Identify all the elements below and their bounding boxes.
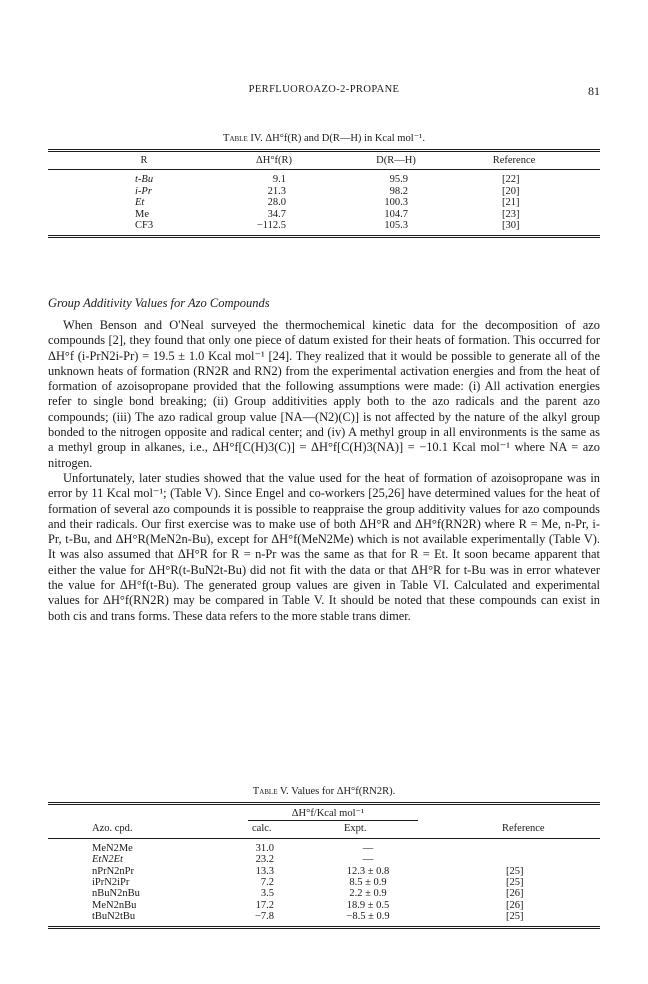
table-4-top-rule [48, 149, 600, 152]
table-5-cell-expt: 8.5 ± 0.9 [349, 876, 387, 888]
table-4-header-row [48, 155, 600, 166]
running-head [0, 84, 648, 100]
table-5-cell-calc: 31.0 [255, 842, 274, 854]
table-5-header-rule [48, 838, 600, 839]
table-row [48, 186, 600, 197]
table-row [48, 197, 600, 208]
table-4-caption-body: ΔH°f(R) and D(R—H) in Kcal mol⁻¹. [265, 133, 425, 144]
table-5-col-calc: calc. [252, 823, 272, 835]
table-row [48, 843, 600, 854]
table-4-cell-dhf: 9.1 [272, 174, 286, 186]
paragraph-1: When Benson and O'Neal surveyed the thermochemical kinetic data for the decomposition of azo compounds [2], they found that only one piece of datum existed for their heats of formation. This occurred for ΔH°f (i-PrN2i-Pr) = 19.5 ± 1.0 Kcal mol⁻¹ [24]. They realized that it would be possible to generate all of the unknown heats of formation (RN2R and RN2) from the experimental activation energies and from the heat of formation of azoisopropane provided that the following assumptions were made: (i) All activation energies refer to single bond breaking; (ii) Group additivities apply both to the azo radicals and the parent azo compounds; (iii) The azo radical group value [NA—(N2)(C)] is not affected by the nature of the alkyl group bonded to the nitrogen opposite and radical center; and (iv) A methyl group in all environments is the same as a methyl group in alkanes, i.e., ΔH°f[C(H)3(C)] = ΔH°f[C(H)3(NA)] = −10.1 Kcal mol⁻¹ where NA = azo nitrogen. [48, 318, 600, 470]
table-5-top-rule [48, 802, 600, 805]
paragraph-2: Unfortunately, later studies showed that the value used for the heat of formation of azoisopropane was in error by 11 Kcal mol⁻¹; (Table V). Since Engel and co-workers [25,26] have determined values for the heat of formation of several azo compounds it is possible to reappraise the group additivity values for azo compounds and their radicals. Our first exercise was to make use of both ΔH°R and ΔH°f(RN2R) where R = Me, n-Pr, i-Pr, t-Bu, and ΔH°R(MeN2n-Bu), except for ΔH°f(MeN2Me) which is not available experimentally (Table V). It was also assumed that ΔH°R for R = n-Pr was the same as that for R = Et. It soon became apparent that either the value for ΔH°R(t-BuN2t-Bu) did not fit with the data or that ΔH°R for t-Bu was in error whatever the value for ΔH°f(t-Bu). The generated group values are given in Table VI. Calculated and experimental values for ΔH°f(RN2R) may be compared in Table V. It should be noted that these compounds can exist in both cis and trans forms. These data refers to the more stable trans dimer. [48, 470, 600, 623]
table-5-cell-calc: 17.2 [255, 899, 274, 911]
table-4-cell-ref: [30] [502, 219, 520, 231]
table-5-cell-cpd: EtN2Et [92, 854, 123, 866]
table-4-cell-ref: [23] [502, 208, 520, 220]
table-5-cell-ref: [25] [506, 865, 524, 877]
table-5-group-header-row [48, 808, 600, 819]
table-5-header [48, 823, 600, 834]
table-row [48, 911, 600, 922]
table-4-body [48, 174, 600, 231]
table-5-caption-body: Values for ΔH°f(RN2R). [291, 786, 396, 797]
table-5-group-rule [248, 820, 418, 821]
table-5-cell-cpd: nBuN2nBu [92, 888, 140, 900]
table-5-caption-prefix: Table V. [252, 786, 289, 797]
table-4-caption-prefix: Table IV. [223, 133, 263, 144]
table-4-cell-r: Me [135, 208, 149, 220]
table-5-cell-expt: 18.9 ± 0.5 [346, 899, 390, 911]
table-5-cell-cpd: iPrN2iPr [92, 876, 130, 888]
table-4-col-ref: Reference [492, 155, 536, 166]
table-5-cell-ref: [25] [506, 911, 524, 923]
running-title: PERFLUOROAZO-2-PROPANE [248, 84, 400, 95]
table-5-cell-expt: 12.3 ± 0.8 [346, 865, 390, 877]
table-4-col-r: R [140, 155, 148, 166]
table-4-grid [48, 155, 600, 166]
table-4-cell-r: t-Bu [135, 174, 154, 186]
table-5-cell-expt: — [362, 854, 374, 866]
table-5-cell-calc: 3.5 [260, 888, 274, 900]
table-4-cell-dhf: −112.5 [256, 219, 286, 231]
table-5-header-row [48, 823, 600, 834]
table-5-cell-calc: 7.2 [260, 876, 274, 888]
table-5-cell-calc: −7.8 [254, 911, 274, 923]
table-5-group-header [48, 808, 600, 819]
table-5-cell-ref: [25] [506, 876, 524, 888]
table-5-bottom-rule [48, 926, 600, 929]
table-row [48, 854, 600, 865]
table-4-cell-ref: [22] [502, 174, 520, 186]
table-5-cell-ref: [26] [506, 888, 524, 900]
table-5-cell-expt: 2.2 ± 0.9 [349, 888, 387, 900]
table-row [48, 877, 600, 888]
section-heading: Group Additivity Values for Azo Compounds [48, 296, 270, 310]
table-5-cell-cpd: nPrN2nPr [92, 865, 135, 877]
table-4-cell-r: CF3 [135, 219, 154, 231]
table-4-bottom-rule [48, 235, 600, 238]
table-4-col-drh: D(R—H) [376, 155, 416, 166]
page-number: 81 [588, 84, 600, 98]
table-row [48, 220, 600, 231]
table-5-caption [48, 786, 600, 797]
table-5-col-expt: Expt. [344, 823, 367, 835]
table-5 [48, 786, 600, 929]
table-5-group-label: ΔH°f/Kcal mol⁻¹ [291, 808, 365, 819]
table-4-col-dhf: ΔH°f(R) [255, 155, 293, 166]
table-4-header-rule [48, 169, 600, 170]
table-row [48, 209, 600, 220]
table-4-cell-drh: 95.9 [389, 174, 408, 186]
table-row [48, 900, 600, 911]
table-4-caption [48, 132, 600, 144]
table-4-cell-ref: [21] [502, 197, 520, 209]
table-4-cell-drh: 100.3 [384, 197, 408, 209]
table-5-cell-cpd: MeN2nBu [92, 899, 137, 911]
table-5-cell-calc: 23.2 [255, 854, 274, 866]
table-5-cell-expt: — [362, 842, 374, 854]
table-5-cell-expt: −8.5 ± 0.9 [346, 911, 390, 923]
table-4-cell-r: i-Pr [135, 185, 152, 197]
table-4-cell-r: Et [135, 197, 145, 209]
table-4 [48, 132, 600, 238]
table-5-cell-cpd: tBuN2tBu [92, 911, 136, 923]
table-5-cell-calc: 13.3 [255, 865, 274, 877]
table-4-cell-dhf: 21.3 [267, 185, 286, 197]
body-text [48, 318, 600, 624]
table-4-cell-dhf: 34.7 [267, 208, 286, 220]
table-5-cell-cpd: MeN2Me [92, 842, 133, 854]
table-5-body [48, 843, 600, 923]
table-5-cell-ref: [26] [506, 899, 524, 911]
table-4-cell-drh: 98.2 [389, 185, 408, 197]
table-4-cell-drh: 104.7 [384, 208, 408, 220]
table-5-col-cpd: Azo. cpd. [92, 823, 133, 835]
table-row [48, 888, 600, 899]
table-5-col-ref: Reference [502, 823, 545, 835]
table-4-cell-ref: [20] [502, 185, 520, 197]
table-4-cell-dhf: 28.0 [267, 197, 286, 209]
table-4-cell-drh: 105.3 [384, 219, 408, 231]
table-row [48, 174, 600, 185]
table-row [48, 866, 600, 877]
